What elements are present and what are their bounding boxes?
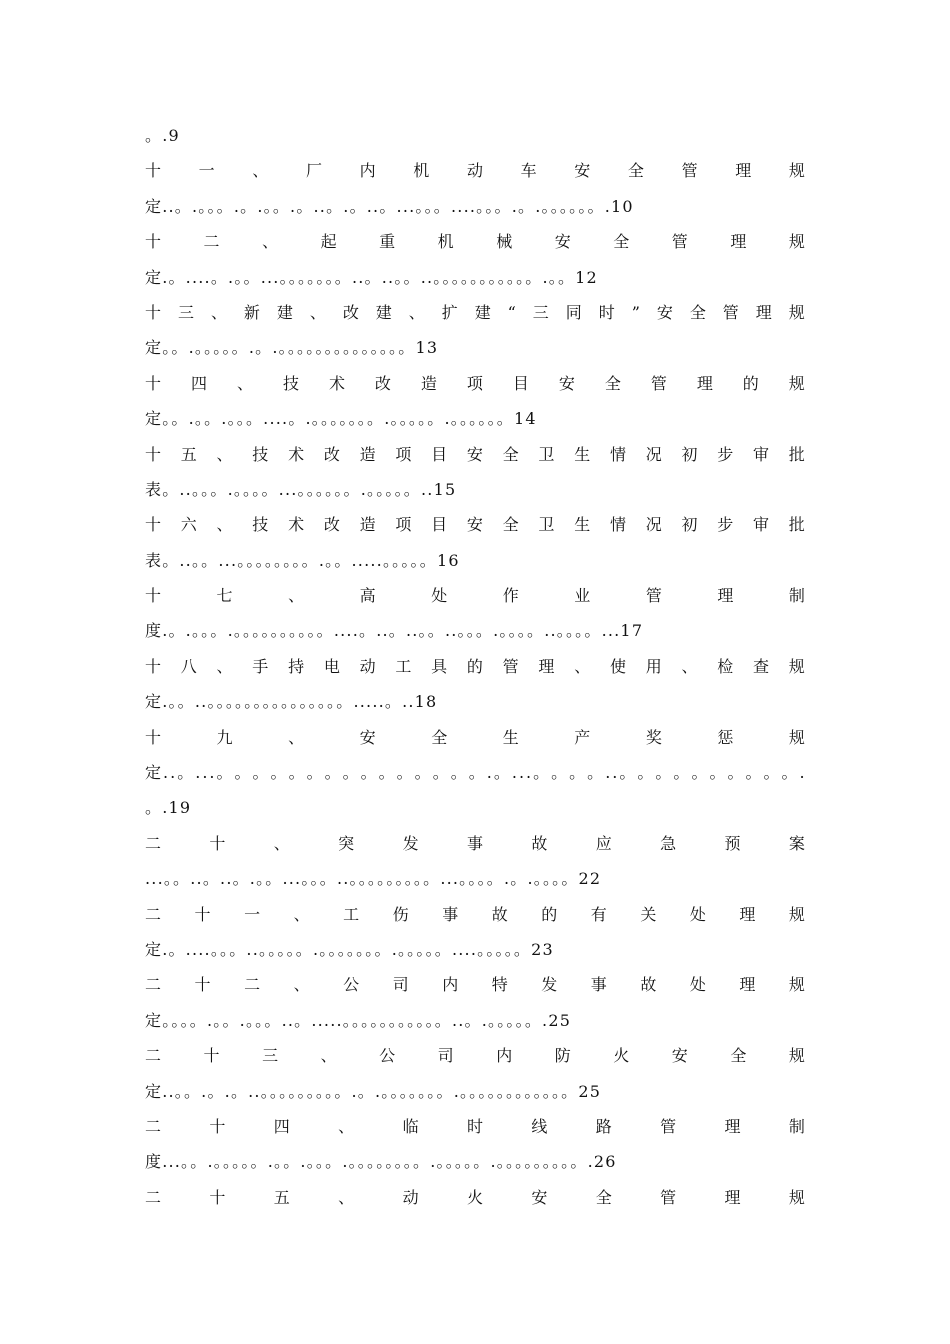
toc-title-char: 车 — [520, 161, 537, 181]
toc-title-char: 规 — [788, 1046, 805, 1066]
leader-char: 。 — [360, 763, 377, 783]
toc-title-char: 况 — [645, 444, 662, 464]
toc-title-char: 事 — [442, 904, 459, 924]
toc-title-char: 规 — [788, 232, 805, 252]
leader-char: . — [526, 763, 532, 783]
toc-title-char: 、 — [408, 302, 425, 322]
toc-title-char: 十 — [194, 975, 211, 995]
toc-entry-title — [145, 153, 805, 188]
leader-char: 。 — [569, 763, 586, 783]
leader-char: 。 — [781, 763, 798, 783]
leader-char: 。 — [216, 763, 233, 783]
toc-title-char: 步 — [717, 444, 734, 464]
toc-title-char: 应 — [595, 833, 612, 853]
toc-title-char: 故 — [640, 975, 657, 995]
leader-char: 。 — [432, 763, 449, 783]
toc-title-char: 的 — [466, 656, 483, 676]
toc-title-char: 规 — [788, 1187, 805, 1207]
toc-title-char: 十 — [145, 302, 162, 322]
toc-title-char: 术 — [328, 373, 345, 393]
leader-char: 。 — [378, 763, 395, 783]
leader-char: . — [209, 763, 215, 783]
toc-title-char: 一 — [198, 161, 215, 181]
toc-title-char: 建 — [276, 302, 293, 322]
toc-title-char: 厂 — [305, 161, 322, 181]
toc-title-char: 、 — [338, 1187, 355, 1207]
toc-entry-title — [145, 578, 805, 613]
toc-title-char: 改 — [323, 444, 340, 464]
toc-title-char: 二 — [145, 904, 162, 924]
toc-title-char: 内 — [442, 975, 459, 995]
toc-title-char: 火 — [466, 1187, 483, 1207]
toc-title-char: 、 — [288, 727, 305, 747]
leader-char: 。 — [587, 763, 604, 783]
toc-title-char: 规 — [788, 727, 805, 747]
toc-title-char: 动 — [402, 1187, 419, 1207]
toc-title-char: 技 — [252, 444, 269, 464]
toc-title-char: “ — [507, 302, 516, 322]
toc-leader-line — [145, 755, 805, 790]
toc-title-char: 安 — [531, 1187, 548, 1207]
toc-leader-page-number: 。.19 — [145, 798, 192, 818]
leader-char: . — [486, 763, 492, 783]
leader-char: 。 — [270, 763, 287, 783]
toc-title-char: 、 — [309, 302, 326, 322]
leader-char: . — [170, 763, 176, 783]
toc-title-char: 内 — [496, 1046, 513, 1066]
toc-title-char: 十 — [145, 515, 162, 535]
toc-title-char: 、 — [320, 1046, 337, 1066]
toc-title-char: 理 — [724, 1187, 741, 1207]
toc-title-char: 安 — [656, 302, 673, 322]
toc-title-char: 三 — [262, 1046, 279, 1066]
toc-title-char: 理 — [735, 161, 752, 181]
toc-title-char: 发 — [402, 833, 419, 853]
toc-title-char: 的 — [541, 904, 558, 924]
toc-title-char: 二 — [145, 1046, 162, 1066]
toc-title-char: 处 — [689, 975, 706, 995]
toc-title-char: 二 — [145, 833, 162, 853]
toc-title-char: 三 — [532, 302, 549, 322]
leader-char: 。 — [763, 763, 780, 783]
toc-title-char: 十 — [145, 232, 162, 252]
toc-title-char: 新 — [243, 302, 260, 322]
toc-title-char: 持 — [288, 656, 305, 676]
toc-title-char: 查 — [753, 656, 770, 676]
toc-title-char: 况 — [645, 515, 662, 535]
toc-title-char: 公 — [343, 975, 360, 995]
toc-title-char: 七 — [216, 586, 233, 606]
toc-title-char: 、 — [216, 444, 233, 464]
toc-title-char: 改 — [323, 515, 340, 535]
toc-title-char: 步 — [717, 515, 734, 535]
toc-title-char: 理 — [538, 656, 555, 676]
toc-leader-page-number: 定。。.。。.。。。....。.。。。。。。。.。。。。。.。。。。。。14 — [145, 409, 537, 429]
toc-title-char: 管 — [502, 656, 519, 676]
toc-leader-page-number: 度...。。.。。。。。.。。.。。。.。。。。。。。。.。。。。。.。。。。。。。。。.26 — [145, 1152, 617, 1172]
toc-title-char: 三 — [177, 302, 194, 322]
toc-title-char: 全 — [502, 515, 519, 535]
toc-title-char: 理 — [755, 302, 772, 322]
toc-title-char: 关 — [640, 904, 657, 924]
leader-char: 。 — [342, 763, 359, 783]
toc-title-char: 规 — [788, 656, 805, 676]
toc-title-char: 安 — [359, 727, 376, 747]
toc-title-char: 、 — [293, 904, 310, 924]
toc-title-char: 目 — [431, 444, 448, 464]
leader-char: 。 — [288, 763, 305, 783]
toc-title-char: 管 — [671, 232, 688, 252]
toc-title-char: 改 — [342, 302, 359, 322]
toc-title-char: 机 — [413, 161, 430, 181]
toc-title-char: 五 — [273, 1187, 290, 1207]
toc-title-char: 十 — [209, 1116, 226, 1136]
toc-title-char: 十 — [203, 1046, 220, 1066]
toc-title-char: 生 — [574, 515, 591, 535]
toc-title-char: 十 — [194, 904, 211, 924]
toc-title-char: 目 — [512, 373, 529, 393]
toc-leader-page-number: 定.。。..。。。。。。。。。。。。。。。.....。..18 — [145, 692, 438, 712]
toc-title-char: 、 — [216, 656, 233, 676]
toc-title-char: 、 — [288, 586, 305, 606]
toc-title-char: 管 — [660, 1187, 677, 1207]
toc-title-char: 十 — [145, 727, 162, 747]
toc-title-char: 情 — [609, 444, 626, 464]
toc-title-char: 初 — [681, 515, 698, 535]
toc-title-char: 动 — [359, 656, 376, 676]
toc-title-char: 全 — [595, 1187, 612, 1207]
toc-title-char: 造 — [359, 444, 376, 464]
toc-title-char: 全 — [730, 1046, 747, 1066]
toc-title-char: 项 — [395, 515, 412, 535]
toc-title-char: 项 — [395, 444, 412, 464]
toc-entry-title — [145, 897, 805, 932]
toc-title-char: 起 — [320, 232, 337, 252]
toc-title-char: 管 — [650, 373, 667, 393]
toc-title-char: 二 — [145, 1116, 162, 1136]
leader-char: 。 — [637, 763, 654, 783]
leader-char: . — [202, 763, 208, 783]
toc-title-char: 初 — [681, 444, 698, 464]
toc-entry-title — [145, 1180, 805, 1215]
toc-entry-title — [145, 224, 805, 259]
toc-title-char: 卫 — [538, 515, 555, 535]
toc-leader-page-number: 定..。.。。。.。.。。.。..。.。..。...。。。....。。。.。.。。。。。。.10 — [145, 196, 634, 216]
leader-char: 。 — [234, 763, 251, 783]
leader-char: 。 — [252, 763, 269, 783]
toc-title-char: 、 — [681, 656, 698, 676]
toc-title-char: 高 — [359, 586, 376, 606]
leader-char: 定 — [145, 763, 162, 783]
toc-title-char: 司 — [437, 1046, 454, 1066]
toc-title-char: 时 — [598, 302, 615, 322]
leader-char: . — [195, 763, 201, 783]
toc-title-char: 、 — [262, 232, 279, 252]
toc-title-char: 突 — [338, 833, 355, 853]
leader-char: 。 — [727, 763, 744, 783]
toc-title-char: 、 — [252, 161, 269, 181]
toc-title-char: 二 — [244, 975, 261, 995]
toc-title-char: 全 — [604, 373, 621, 393]
toc-title-char: 伤 — [392, 904, 409, 924]
toc-title-char: 、 — [273, 833, 290, 853]
toc-title-char: 动 — [466, 161, 483, 181]
toc-title-char: 的 — [742, 373, 759, 393]
toc-title-char: 安 — [466, 515, 483, 535]
toc-title-char: 、 — [338, 1116, 355, 1136]
toc-title-char: 奖 — [645, 727, 662, 747]
toc-title-char: 技 — [282, 373, 299, 393]
toc-title-char: 造 — [420, 373, 437, 393]
toc-title-char: 制 — [788, 1116, 805, 1136]
toc-title-char: 十 — [145, 656, 162, 676]
toc-title-char: 全 — [689, 302, 706, 322]
leader-char: . — [605, 763, 611, 783]
toc-title-char: 案 — [788, 833, 805, 853]
toc-title-char: 电 — [323, 656, 340, 676]
leader-char: 。 — [655, 763, 672, 783]
leader-char: . — [612, 763, 618, 783]
toc-entry-title — [145, 826, 805, 861]
leader-char: 。 — [709, 763, 726, 783]
leader-char: 。 — [468, 763, 485, 783]
toc-title-char: 路 — [595, 1116, 612, 1136]
toc-title-char: 安 — [466, 444, 483, 464]
leader-char: 。 — [177, 763, 194, 783]
toc-title-char: 故 — [491, 904, 508, 924]
toc-title-char: 批 — [788, 515, 805, 535]
toc-leader-page-number: 。.9 — [145, 126, 180, 145]
toc-title-char: 具 — [431, 656, 448, 676]
leader-char: . — [799, 763, 805, 783]
toc-title-char: 理 — [730, 232, 747, 252]
toc-title-char: 、 — [293, 975, 310, 995]
toc-title-char: 卫 — [538, 444, 555, 464]
toc-title-char: 全 — [613, 232, 630, 252]
toc-title-char: 管 — [645, 586, 662, 606]
toc-title-char: 用 — [645, 656, 662, 676]
leader-char: 。 — [619, 763, 636, 783]
toc-title-char: 、 — [574, 656, 591, 676]
toc-title-char: 一 — [244, 904, 261, 924]
leader-char: 。 — [551, 763, 568, 783]
toc-entry-title — [145, 649, 805, 684]
toc-entry-title — [145, 437, 805, 472]
leader-char: 。 — [306, 763, 323, 783]
toc-leader-page-number: 表。..。。...。。。。。。。。.。。.....。。。。。16 — [145, 550, 460, 570]
toc-title-char: 造 — [359, 515, 376, 535]
toc-title-char: 批 — [788, 444, 805, 464]
toc-entry-title — [145, 295, 805, 330]
toc-title-char: 规 — [788, 373, 805, 393]
toc-title-char: 故 — [531, 833, 548, 853]
toc-leader-page-number: 定。。.。。。。。.。.。。。。。。。。。。。。。。13 — [145, 338, 439, 358]
toc-title-char: 临 — [402, 1116, 419, 1136]
toc-title-char: 管 — [681, 161, 698, 181]
toc-title-char: 同 — [565, 302, 582, 322]
toc-title-char: 建 — [375, 302, 392, 322]
toc-entry-title — [145, 507, 805, 542]
toc-title-char: 工 — [395, 656, 412, 676]
leader-char: 。 — [324, 763, 341, 783]
toc-title-char: 发 — [541, 975, 558, 995]
toc-title-char: 事 — [466, 833, 483, 853]
toc-title-char: 审 — [753, 444, 770, 464]
toc-title-char: 手 — [252, 656, 269, 676]
toc-title-char: 十 — [145, 444, 162, 464]
toc-entry-title — [145, 1109, 805, 1144]
toc-title-char: 术 — [288, 515, 305, 535]
toc-title-char: 作 — [502, 586, 519, 606]
toc-title-char: 八 — [180, 656, 197, 676]
toc-title-char: 事 — [590, 975, 607, 995]
toc-title-char: 管 — [722, 302, 739, 322]
leader-char: 。 — [493, 763, 510, 783]
toc-title-char: 安 — [554, 232, 571, 252]
toc-title-char: 六 — [180, 515, 197, 535]
toc-leader-page-number: 定。。。。.。。.。。。..。.....。。。。。。。。。。。..。.。。。。。.25 — [145, 1010, 572, 1030]
toc-title-char: 术 — [288, 444, 305, 464]
leader-char: 。 — [533, 763, 550, 783]
toc-leader-page-number: ...。。..。..。.。。...。。。..。。。。。。。。。...。。。。.。.。。。。22 — [145, 869, 602, 889]
toc-title-char: 十 — [145, 161, 162, 181]
toc-title-char: 理 — [724, 1116, 741, 1136]
toc-entry-title — [145, 366, 805, 401]
toc-title-char: 安 — [671, 1046, 688, 1066]
leader-char: . — [518, 763, 525, 783]
toc-title-char: 有 — [590, 904, 607, 924]
toc-title-char: 安 — [574, 161, 591, 181]
toc-title-char: 、 — [216, 515, 233, 535]
toc-title-char: 改 — [374, 373, 391, 393]
toc-title-char: 急 — [660, 833, 677, 853]
toc-title-char: 预 — [724, 833, 741, 853]
toc-title-char: 理 — [739, 904, 756, 924]
toc-title-char: 重 — [379, 232, 396, 252]
leader-char: 。 — [414, 763, 431, 783]
toc-title-char: 业 — [574, 586, 591, 606]
toc-title-char: 理 — [717, 586, 734, 606]
toc-title-char: 管 — [660, 1116, 677, 1136]
leader-char: 。 — [396, 763, 413, 783]
leader-char: 。 — [673, 763, 690, 783]
toc-leader-page-number: 定.。....。。。..。。。。。.。。。。。。。.。。。。。....。。。。。23 — [145, 939, 554, 959]
toc-title-char: 机 — [437, 232, 454, 252]
toc-entry-title — [145, 720, 805, 755]
toc-title-char: 公 — [379, 1046, 396, 1066]
toc-title-char: 防 — [554, 1046, 571, 1066]
toc-title-char: 规 — [788, 302, 805, 322]
toc-title-char: 、 — [210, 302, 227, 322]
toc-title-char: 处 — [689, 904, 706, 924]
toc-title-char: 全 — [502, 444, 519, 464]
table-of-contents — [145, 118, 805, 1215]
toc-title-char: 规 — [788, 975, 805, 995]
toc-title-char: 四 — [273, 1116, 290, 1136]
toc-title-char: 全 — [431, 727, 448, 747]
toc-title-char: 规 — [788, 904, 805, 924]
toc-title-char: ” — [631, 302, 640, 322]
toc-title-char: 技 — [252, 515, 269, 535]
toc-title-char: 扩 — [441, 302, 458, 322]
toc-title-char: 特 — [491, 975, 508, 995]
toc-title-char: 十 — [209, 833, 226, 853]
toc-title-char: 惩 — [717, 727, 734, 747]
toc-title-char: 五 — [180, 444, 197, 464]
toc-title-char: 理 — [739, 975, 756, 995]
toc-title-char: 二 — [145, 975, 162, 995]
toc-title-char: 线 — [531, 1116, 548, 1136]
toc-title-char: 内 — [359, 161, 376, 181]
toc-title-char: 工 — [343, 904, 360, 924]
toc-title-char: 审 — [753, 515, 770, 535]
toc-title-char: 使 — [609, 656, 626, 676]
toc-title-char: 十 — [145, 373, 162, 393]
toc-title-char: 建 — [474, 302, 491, 322]
toc-title-char: 九 — [216, 727, 233, 747]
toc-title-char: 产 — [574, 727, 591, 747]
leader-char: . — [163, 763, 169, 783]
toc-title-char: 理 — [696, 373, 713, 393]
toc-title-char: 十 — [145, 586, 162, 606]
toc-title-char: 安 — [558, 373, 575, 393]
toc-title-char: 目 — [431, 515, 448, 535]
toc-title-char: 全 — [627, 161, 644, 181]
toc-title-char: 项 — [466, 373, 483, 393]
toc-leader-page-number: 度.。.。。。.。。。。。。。。。。....。..。..。。..。。。.。。。。..。。。。...17 — [145, 621, 644, 641]
toc-leader-page-number: 定..。。.。.。..。。。。。。。。。.。.。。。。。。。.。。。。。。。。。。。。25 — [145, 1081, 602, 1101]
toc-title-char: 生 — [574, 444, 591, 464]
toc-title-char: 械 — [496, 232, 513, 252]
toc-title-char: 规 — [788, 161, 805, 181]
toc-title-char: 检 — [717, 656, 734, 676]
toc-leader-page-number: 定.。....。.。。...。。。。。。。..。..。。..。。。。。。。。。。。.。。12 — [145, 267, 598, 287]
leader-char: 。 — [450, 763, 467, 783]
toc-entry-title — [145, 967, 805, 1002]
toc-title-char: 火 — [613, 1046, 630, 1066]
toc-title-char: 处 — [431, 586, 448, 606]
toc-title-char: 四 — [190, 373, 207, 393]
toc-leader-page-number: 表。..。。。.。。。。...。。。。。。.。。。。。..15 — [145, 479, 457, 499]
toc-title-char: 情 — [609, 515, 626, 535]
leader-char: 。 — [691, 763, 708, 783]
toc-entry-title — [145, 1038, 805, 1073]
toc-title-char: 制 — [788, 586, 805, 606]
toc-title-char: 司 — [392, 975, 409, 995]
toc-title-char: 二 — [145, 1187, 162, 1207]
leader-char: 。 — [745, 763, 762, 783]
toc-title-char: 十 — [209, 1187, 226, 1207]
toc-title-char: 二 — [203, 232, 220, 252]
toc-title-char: 时 — [466, 1116, 483, 1136]
leader-char: . — [511, 763, 517, 783]
toc-title-char: 、 — [236, 373, 253, 393]
toc-title-char: 生 — [502, 727, 519, 747]
